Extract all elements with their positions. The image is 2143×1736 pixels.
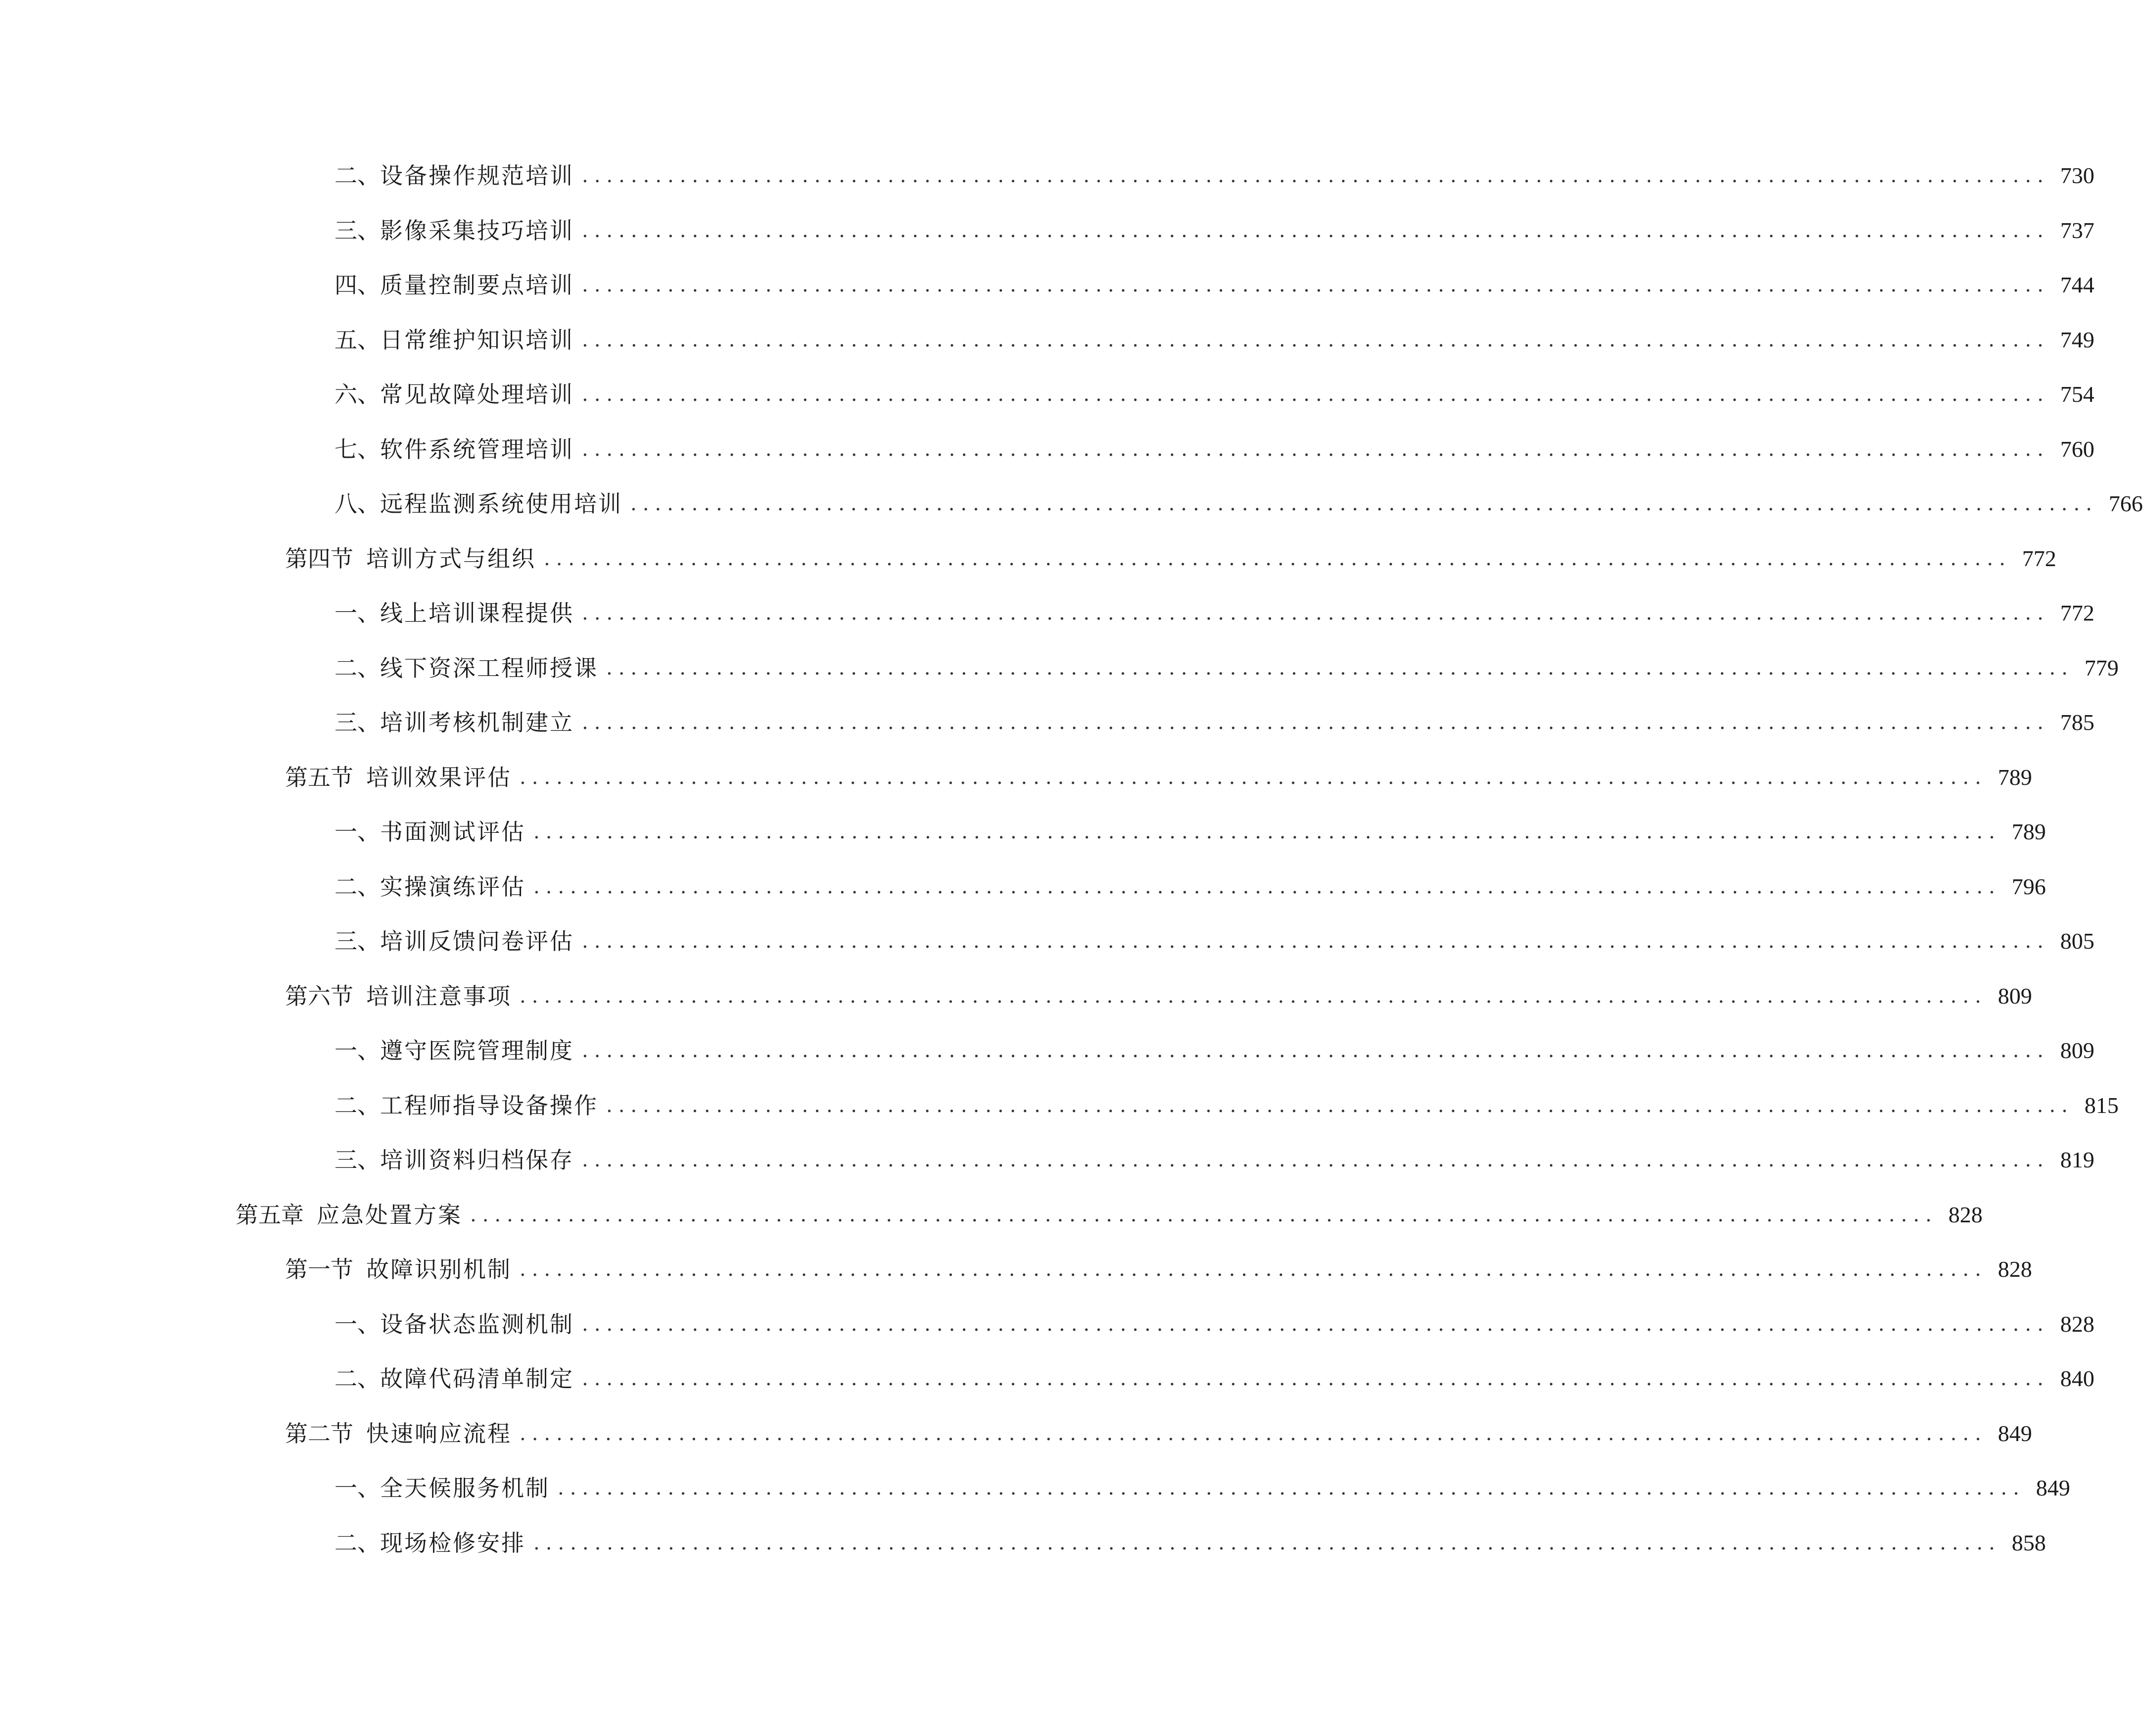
toc-dot-leader: ........................................................................................................................ <box>582 711 2049 734</box>
toc-entry-title: 应急处置方案 <box>317 1201 462 1228</box>
toc-dot-leader: ........................................................................................................................ <box>582 164 2049 188</box>
toc-entry-page: 737 <box>2060 217 2095 243</box>
toc-entry-page: 858 <box>2011 1530 2046 1555</box>
toc-entry-number: 六、 <box>334 381 380 408</box>
toc-entry-page: 819 <box>2060 1147 2095 1173</box>
toc-dot-leader: ........................................................................................................................ <box>582 602 2049 625</box>
toc-section-entry[interactable] <box>0 1406 2032 1461</box>
toc-entry-page: 815 <box>2084 1092 2119 1118</box>
toc-entry[interactable] <box>0 203 2095 258</box>
toc-entry-title: 快速响应流程 <box>366 1420 512 1447</box>
toc-section-entry[interactable] <box>0 531 2056 586</box>
toc-entry-number: 第五节 <box>285 764 353 791</box>
toc-dot-leader: ........................................................................................................................ <box>520 1422 1987 1445</box>
toc-dot-leader: ........................................................................................................................ <box>582 328 2049 351</box>
toc-section-entry[interactable] <box>0 969 2032 1024</box>
toc-entry-page: 849 <box>2036 1475 2070 1501</box>
toc-dot-leader: ........................................................................................................................ <box>520 766 1987 789</box>
toc-entry[interactable] <box>0 1297 2095 1352</box>
toc-entry[interactable] <box>0 258 2095 313</box>
toc-chapter-entry[interactable] <box>0 1188 1983 1243</box>
toc-entry-title: 线下资深工程师授课 <box>380 654 598 681</box>
toc-entry-page: 828 <box>2060 1311 2095 1337</box>
toc-entry-number: 二、 <box>334 162 380 190</box>
toc-entry[interactable] <box>0 1351 2095 1406</box>
toc-dot-leader: ........................................................................................................................ <box>520 984 1987 1008</box>
toc-entry-title: 培训效果评估 <box>366 764 512 791</box>
toc-entry-page: 796 <box>2011 873 2046 899</box>
toc-entry-title: 现场检修安排 <box>380 1529 525 1556</box>
toc-section-entry[interactable] <box>0 1242 2032 1297</box>
toc-entry-title: 培训考核机制建立 <box>380 709 574 736</box>
toc-entry-number: 三、 <box>334 1147 380 1174</box>
toc-entry-page: 805 <box>2060 928 2095 954</box>
toc-entry-page: 772 <box>2022 545 2056 571</box>
toc-entry[interactable] <box>0 1461 2070 1516</box>
toc-entry-number: 五、 <box>334 326 380 353</box>
toc-entry-page: 828 <box>1948 1202 1983 1227</box>
toc-dot-leader: ........................................................................................................................ <box>533 820 2001 844</box>
toc-entry[interactable] <box>0 367 2095 422</box>
toc-entry[interactable] <box>0 586 2095 641</box>
toc-dot-leader: ........................................................................................................................ <box>582 1149 2049 1172</box>
toc-entry-page: 772 <box>2060 600 2095 626</box>
toc-dot-leader: ........................................................................................................................ <box>582 437 2049 461</box>
toc-entry-title: 培训资料归档保存 <box>380 1147 574 1174</box>
toc-entry[interactable] <box>0 148 2095 203</box>
toc-entry-page: 828 <box>1998 1256 2032 1282</box>
toc-entry-title: 日常维护知识培训 <box>380 326 574 353</box>
toc-entry-number: 二、 <box>334 654 380 681</box>
toc-entry-title: 培训注意事项 <box>366 982 512 1010</box>
toc-entry-number: 一、 <box>334 1037 380 1064</box>
toc-entry-title: 全天候服务机制 <box>380 1475 550 1502</box>
toc-dot-leader: ........................................................................................................................ <box>533 1531 2001 1554</box>
toc-entry-page: 840 <box>2060 1366 2095 1392</box>
toc-entry-page: 749 <box>2060 327 2095 352</box>
toc-entry-title: 书面测试评估 <box>380 819 525 846</box>
toc-entry-title: 培训反馈问卷评估 <box>380 928 574 955</box>
toc-entry-number: 第五章 <box>236 1201 304 1228</box>
toc-dot-leader: ........................................................................................................................ <box>582 1367 2049 1391</box>
toc-entry-number: 七、 <box>334 435 380 463</box>
toc-dot-leader: ........................................................................................................................ <box>582 274 2049 297</box>
toc-dot-leader: ........................................................................................................................ <box>533 875 2001 898</box>
toc-entry-title: 质量控制要点培训 <box>380 272 574 299</box>
toc-entry-title: 影像采集技巧培训 <box>380 217 574 244</box>
toc-dot-leader: ........................................................................................................................ <box>606 656 2074 679</box>
toc-entry-page: 789 <box>2011 819 2046 845</box>
toc-entry-page: 785 <box>2060 710 2095 735</box>
toc-entry-number: 八、 <box>334 490 380 518</box>
toc-entry-page: 809 <box>2060 1038 2095 1063</box>
toc-entry-title: 软件系统管理培训 <box>380 435 574 463</box>
toc-dot-leader: ........................................................................................................................ <box>582 1312 2049 1336</box>
toc-entry-title: 线上培训课程提供 <box>380 600 574 627</box>
toc-entry[interactable] <box>0 1516 2046 1571</box>
toc-entry-page: 766 <box>2108 491 2143 517</box>
toc-entry-title: 故障识别机制 <box>366 1256 512 1283</box>
toc-dot-leader: ........................................................................................................................ <box>606 1094 2074 1117</box>
toc-entry-number: 二、 <box>334 1365 380 1393</box>
table-of-contents <box>0 148 2143 1570</box>
toc-entry[interactable] <box>0 914 2095 969</box>
toc-entry-title: 培训方式与组织 <box>366 545 536 572</box>
toc-entry-title: 远程监测系统使用培训 <box>380 490 622 518</box>
toc-entry[interactable] <box>0 1133 2095 1188</box>
toc-entry-title: 工程师指导设备操作 <box>380 1092 598 1119</box>
toc-entry-title: 设备状态监测机制 <box>380 1310 574 1338</box>
toc-dot-leader: ........................................................................................................................ <box>558 1477 2025 1500</box>
toc-entry-number: 三、 <box>334 709 380 736</box>
toc-entry-page: 744 <box>2060 272 2095 298</box>
toc-entry[interactable] <box>0 313 2095 368</box>
toc-section-entry[interactable] <box>0 750 2032 805</box>
toc-entry-page: 809 <box>1998 983 2032 1009</box>
toc-entry-number: 一、 <box>334 1475 380 1502</box>
toc-entry-number: 一、 <box>334 819 380 846</box>
toc-entry[interactable] <box>0 422 2095 477</box>
toc-entry-page: 789 <box>1998 764 2032 790</box>
toc-entry-title: 实操演练评估 <box>380 873 525 900</box>
toc-entry-number: 第六节 <box>285 982 353 1010</box>
toc-entry[interactable] <box>0 860 2046 915</box>
toc-dot-leader: ........................................................................................................................ <box>520 1258 1987 1281</box>
toc-entry-title: 设备操作规范培训 <box>380 162 574 190</box>
toc-entry-number: 二、 <box>334 1529 380 1556</box>
toc-dot-leader: ........................................................................................................................ <box>582 1039 2049 1062</box>
toc-dot-leader: ........................................................................................................................ <box>582 383 2049 406</box>
toc-dot-leader: ........................................................................................................................ <box>630 492 2098 516</box>
toc-entry-page: 779 <box>2084 655 2119 680</box>
toc-entry[interactable] <box>0 805 2046 860</box>
toc-entry-number: 一、 <box>334 1310 380 1338</box>
toc-entry[interactable] <box>0 641 2119 696</box>
toc-dot-leader: ........................................................................................................................ <box>470 1203 1938 1226</box>
toc-entry[interactable] <box>0 477 2143 531</box>
toc-entry[interactable] <box>0 1023 2095 1078</box>
toc-dot-leader: ........................................................................................................................ <box>582 219 2049 242</box>
toc-entry-title: 常见故障处理培训 <box>380 381 574 408</box>
toc-entry-title: 遵守医院管理制度 <box>380 1037 574 1064</box>
toc-entry-page: 849 <box>1998 1420 2032 1446</box>
toc-dot-leader: ........................................................................................................................ <box>582 930 2049 953</box>
toc-entry-number: 三、 <box>334 928 380 955</box>
toc-entry-number: 二、 <box>334 873 380 900</box>
toc-entry-page: 730 <box>2060 163 2095 189</box>
toc-entry-title: 故障代码清单制定 <box>380 1365 574 1393</box>
toc-entry[interactable] <box>0 1078 2119 1133</box>
toc-entry-number: 二、 <box>334 1092 380 1119</box>
toc-entry-number: 第一节 <box>285 1256 353 1283</box>
toc-entry-number: 四、 <box>334 272 380 299</box>
toc-entry-page: 754 <box>2060 382 2095 407</box>
toc-entry-number: 第四节 <box>285 545 353 572</box>
toc-entry-page: 760 <box>2060 436 2095 462</box>
toc-entry[interactable] <box>0 695 2095 750</box>
toc-entry-number: 三、 <box>334 217 380 244</box>
toc-entry-number: 第二节 <box>285 1420 353 1447</box>
toc-entry-number: 一、 <box>334 600 380 627</box>
toc-dot-leader: ........................................................................................................................ <box>544 547 2011 570</box>
